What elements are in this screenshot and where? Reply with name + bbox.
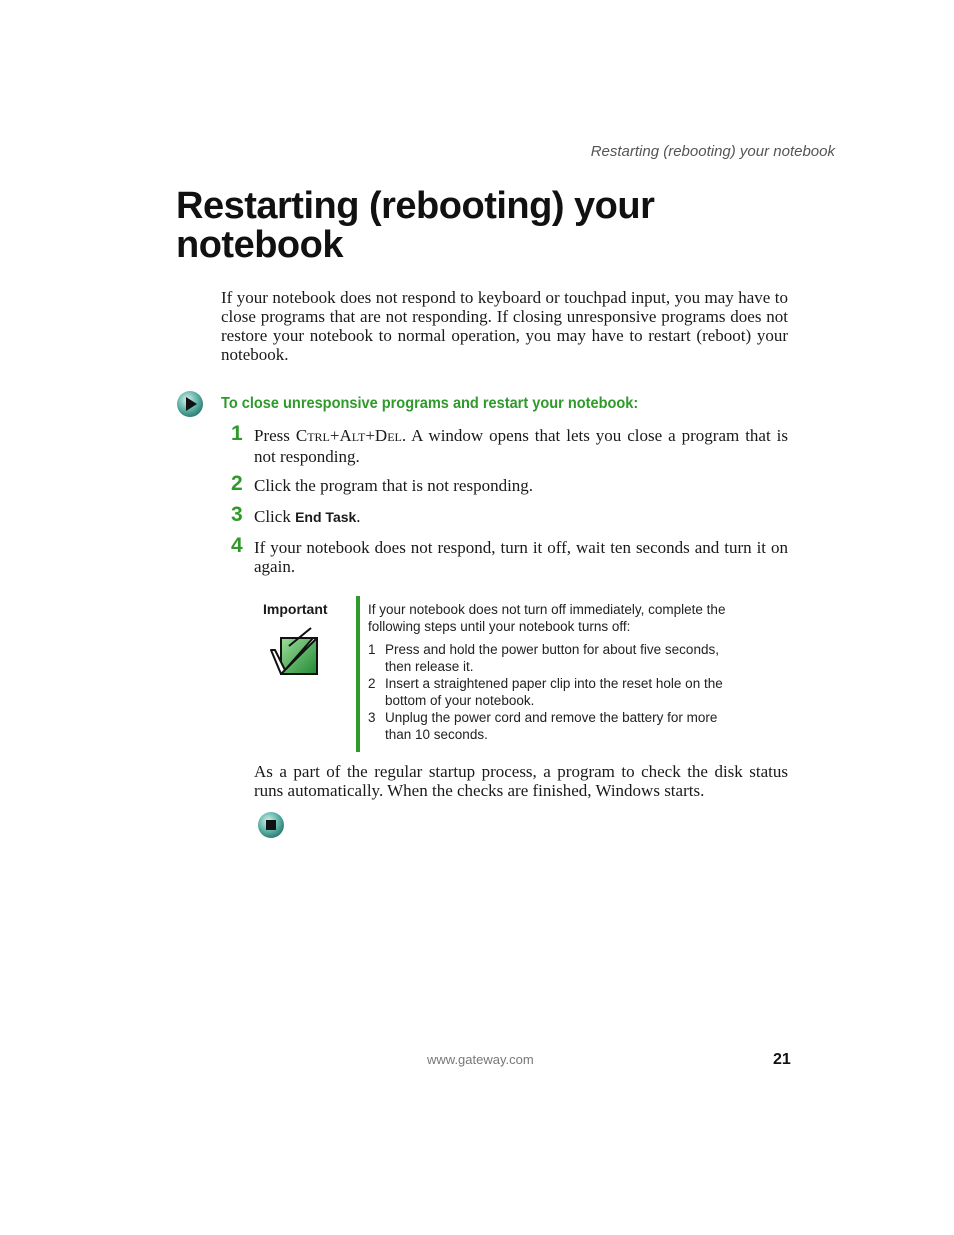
- step-text: If your notebook does not respond, turn it off, wait ten seconds and turn it on again.: [254, 538, 788, 576]
- page-number: 21: [773, 1051, 791, 1068]
- step-number: 3: [231, 503, 243, 526]
- step-text: Click the program that is not responding.: [254, 476, 534, 495]
- keyboard-shortcut: CTRL+ALT+DEL: [295, 426, 402, 445]
- step-text: Click End Task.: [254, 507, 361, 526]
- step-number: 1: [231, 422, 243, 445]
- list-item: 1 Press and hold the power button for about five seconds, then release it.: [368, 642, 719, 674]
- step-text: Press CTRL+ALT+DEL. A window opens that lets you close a program that is not responding.: [254, 426, 788, 466]
- end-task-label: End Task: [295, 509, 357, 525]
- intro-paragraph: If your notebook does not respond to keyboard or touchpad input, you may have to close programs that are not responding. If closing unresponsive programs does not restore your notebook to normal operation, you may have to restart (reboot) your notebook.: [221, 288, 788, 364]
- list-item: 3 Unplug the power cord and remove the battery for more than 10 seconds.: [368, 710, 718, 742]
- important-note: [368, 601, 728, 743]
- closing-paragraph: As a part of the regular startup process, a program to check the disk status runs automatically. When the checks are finished, Windows starts.: [254, 762, 788, 800]
- checkmark-icon: [267, 624, 323, 682]
- step-number: 2: [231, 472, 243, 495]
- important-lead: If your notebook does not turn off immediately, complete the following steps until your notebook turns off:: [368, 602, 726, 634]
- page-title: Restarting (rebooting) your notebook: [176, 185, 655, 266]
- procedure-heading: To close unresponsive programs and restart your notebook:: [221, 395, 639, 412]
- step-number: 4: [231, 534, 243, 557]
- running-header: Restarting (rebooting) your notebook: [590, 143, 835, 160]
- list-item: 2 Insert a straightened paper clip into the reset hole on the bottom of your notebook.: [368, 676, 723, 708]
- stop-square-icon: [257, 811, 285, 839]
- play-arrow-icon: [176, 390, 204, 418]
- footer-url: www.gateway.com: [427, 1052, 534, 1067]
- important-label: Important: [263, 601, 328, 617]
- important-divider: [356, 596, 360, 752]
